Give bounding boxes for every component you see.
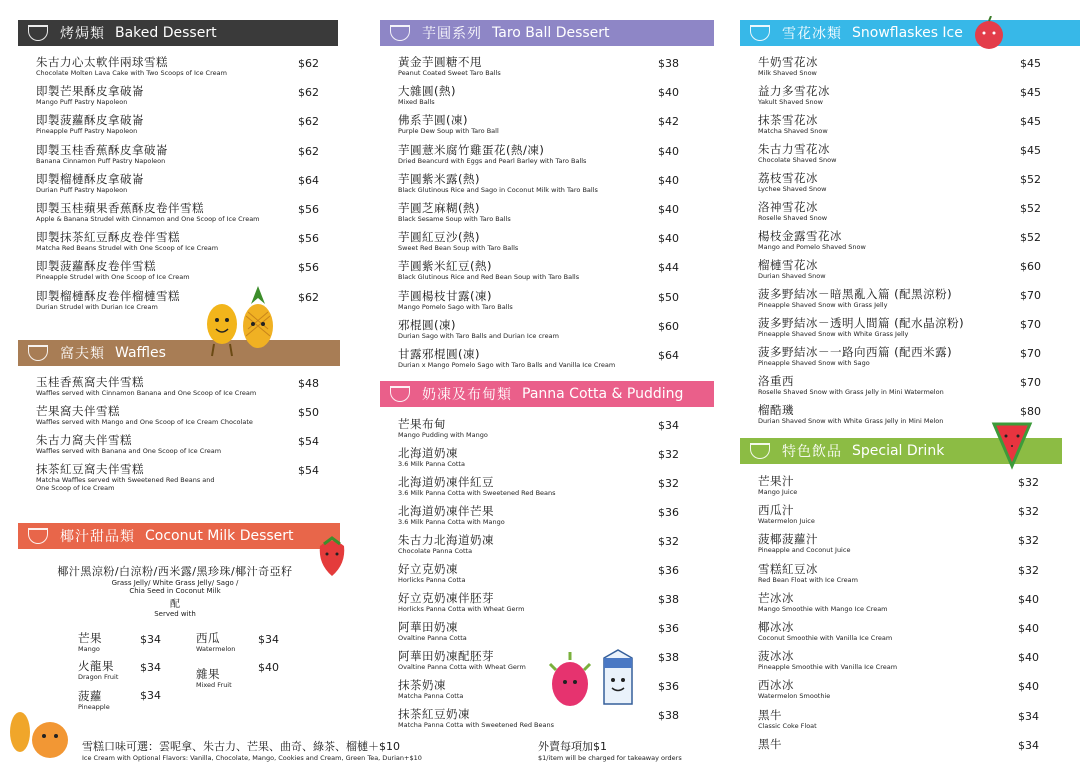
item-name-en: Pineapple Strudel with One Scoop of Ice Cream: [36, 273, 190, 282]
menu-item: [758, 346, 952, 367]
item-name-zh: 即製菠蘿酥皮卷伴雪糕: [36, 259, 156, 274]
item-name-en: Pineapple Shaved Snow with Grass Jelly: [758, 301, 888, 309]
takeaway-note-en: $1/item will be charged for takeaway orders: [538, 754, 682, 762]
section-title-en: Waffles: [115, 345, 166, 361]
bowl-icon: [28, 25, 48, 41]
item-name-zh: 芋圓紅豆沙(熱): [398, 230, 480, 245]
item-name-zh: 榴槤雪花冰: [758, 258, 818, 272]
item-name-en: Matcha Panna Cotta: [398, 692, 464, 700]
item-price: $60: [658, 319, 679, 333]
menu-item: [36, 434, 221, 455]
bowl-icon: [390, 386, 410, 402]
item-price: $56: [298, 261, 319, 275]
dessert-mascot-icon: [6, 702, 76, 764]
menu-item: [398, 56, 501, 77]
item-price: $40: [658, 232, 679, 246]
item-price: $70: [1020, 318, 1041, 331]
coconut-option: [78, 632, 102, 653]
item-name-en: Durian Shaved Snow: [758, 272, 826, 280]
section-title-zh: 特色飲品: [782, 444, 842, 460]
takeaway-note: [538, 738, 682, 762]
menu-item: [36, 463, 215, 492]
item-price: $40: [658, 144, 679, 158]
item-name-zh: 西冰冰: [758, 678, 794, 693]
menu-item: [758, 259, 826, 280]
item-name-zh: 好立克奶凍伴胚芽: [398, 591, 494, 605]
item-name-en: Milk Shaved Snow: [758, 69, 817, 77]
section-title-zh: 烤焗類: [60, 26, 105, 42]
item-price: $36: [658, 680, 679, 693]
menu-item: [758, 533, 850, 554]
section-title-en: Coconut Milk Dessert: [145, 528, 294, 544]
item-name-zh: 荔枝雪花冰: [758, 171, 818, 185]
pineapple-mascot-icon: [236, 284, 282, 360]
item-name-zh: 黃金芋圓糖不甩: [398, 55, 482, 69]
coconut-intro-en2: Chia Seed in Coconut Milk: [129, 587, 221, 595]
section-title-zh: 奶凍及布甸類: [422, 387, 512, 403]
item-name-zh: 菠椰菠蘿汁: [758, 532, 818, 547]
menu-item: [758, 404, 943, 425]
menu-item: [398, 650, 526, 671]
item-name-en: Apple & Banana Strudel with Cinnamon and One Scoop of Ice Cream: [36, 215, 260, 223]
item-name-zh: 北海道奶凍伴芒果: [398, 504, 494, 518]
ice-cream-note: [82, 738, 422, 762]
menu-item: [758, 621, 892, 642]
item-name-zh: 芋圓紫米紅豆(熱): [398, 259, 492, 274]
item-name-en: Black Glutinous Rice and Sago in Coconut Milk with Taro Balls: [398, 185, 598, 194]
item-name-zh: 抹茶紅豆奶凍: [398, 707, 470, 721]
item-price: $32: [1018, 563, 1039, 577]
item-name-en: Mixed Balls: [398, 98, 435, 107]
item-name-zh: 抹茶雪花冰: [758, 113, 818, 127]
option-name-zh: 火龍果: [78, 659, 114, 673]
item-name-en: 3.6 Milk Panna Cotta with Mango: [398, 518, 505, 526]
item-name-en: 3.6 Milk Panna Cotta: [398, 460, 465, 468]
menu-item: [398, 260, 579, 281]
item-price: $36: [658, 622, 679, 635]
menu-item: [398, 85, 456, 106]
coconut-option: [196, 632, 235, 653]
item-name-en: Durian x Mango Pomelo Sago with Taro Balls and Vanilla Ice Cream: [398, 361, 616, 369]
item-name-en-2: One Scoop of Ice Cream: [36, 484, 115, 492]
item-name-en: Matcha Waffles served with Sweetened Red Beans and: [36, 476, 215, 484]
item-price: $40: [1018, 651, 1039, 665]
menu-item: [36, 231, 218, 252]
item-price: $40: [1018, 622, 1039, 635]
menu-item: [758, 143, 836, 164]
item-name-zh: 西瓜汁: [758, 503, 794, 518]
item-name-zh: 椰冰冰: [758, 620, 794, 634]
item-name-zh: 益力多雪花冰: [758, 84, 830, 98]
item-name-zh: 楊枝金露雪花冰: [758, 229, 842, 243]
item-name-en: Matcha Red Beans Strudel with One Scoop of Ice Cream: [36, 244, 219, 253]
menu-item: [758, 56, 818, 77]
item-name-en: Waffles served with Cinnamon Banana and One Scoop of Ice Cream: [36, 389, 257, 397]
section-title-zh: 椰汁甜品類: [60, 529, 135, 545]
menu-item: [398, 114, 499, 135]
coconut-intro-zh: 椰汁黑涼粉/白涼粉/西米露/黑珍珠/椰汁奇亞籽: [57, 565, 293, 578]
item-price: $40: [1018, 680, 1039, 694]
item-name-en: Yakult Shaved Snow: [758, 98, 823, 106]
menu-item: [398, 319, 559, 340]
item-name-en: Watermelon Smoothie: [758, 692, 831, 701]
item-name-zh: 芋圓薏米腐竹雞蛋花(熱/凍): [398, 142, 545, 157]
section-title-zh: 芋圓系列: [422, 26, 482, 42]
option-price: $34: [140, 633, 161, 646]
item-name-zh: 菠多野結冰－透明人間篇 (配水晶涼粉): [758, 316, 965, 330]
menu-item: [36, 376, 256, 397]
option-name-zh: 芒果: [78, 631, 102, 645]
item-price: $80: [1020, 405, 1041, 418]
item-name-en: Pineapple Shaved Snow with Sago: [758, 359, 870, 367]
item-name-zh: 芒果汁: [758, 474, 794, 488]
section-title-en: Snowflaskes Ice: [852, 25, 963, 41]
item-name-zh: 朱古力雪花冰: [758, 142, 830, 156]
menu-item: [398, 290, 513, 311]
item-price: $50: [658, 290, 679, 304]
item-price: $56: [298, 203, 319, 216]
lychee-mascot-icon: [972, 16, 1006, 52]
option-name-zh: 菠蘿: [78, 689, 102, 703]
item-price: $54: [298, 435, 319, 448]
menu-item: [398, 592, 524, 613]
item-name-zh: 好立克奶凍: [398, 562, 458, 576]
item-name-en: Dried Beancurd with Eggs and Pearl Barley with Taro Balls: [398, 156, 587, 165]
item-name-zh: 洛神雪花冰: [758, 200, 818, 214]
item-name-en: Horlicks Panna Cotta with Wheat Germ: [398, 605, 525, 613]
section-header-panna: [380, 381, 714, 407]
item-name-en: Ovaltine Panna Cotta with Wheat Germ: [398, 663, 526, 671]
item-price: $38: [658, 651, 679, 664]
item-name-en: Mango Smoothie with Mango Ice Cream: [758, 604, 888, 613]
item-price: $32: [1018, 534, 1039, 548]
option-price: $34: [140, 661, 161, 674]
item-name-en: Mango Puff Pastry Napoleon: [36, 98, 128, 107]
menu-item: [758, 85, 830, 106]
item-price: $32: [658, 448, 679, 461]
item-price: $40: [658, 203, 679, 216]
menu-item: [758, 288, 952, 309]
option-name-en: Pineapple: [78, 703, 110, 711]
menu-item: [398, 708, 554, 729]
item-name-en: Black Sesame Soup with Taro Balls: [398, 215, 511, 223]
item-name-en: Mango Juice: [758, 488, 798, 496]
menu-item: [36, 144, 168, 165]
menu-item: [36, 114, 144, 135]
menu-item: [36, 85, 144, 106]
item-name-en: Peanut Coated Sweet Taro Balls: [398, 69, 501, 77]
item-price: $45: [1020, 57, 1041, 70]
item-name-zh: 玉桂香蕉窩夫伴雪糕: [36, 375, 144, 389]
option-name-en: Watermelon: [196, 645, 236, 653]
item-price: $32: [1018, 476, 1039, 489]
item-name-en: Mango Pomelo Sago with Taro Balls: [398, 302, 513, 311]
coconut-option: [78, 660, 118, 681]
bowl-icon: [28, 528, 48, 544]
item-price: $32: [1018, 505, 1039, 519]
item-price: $62: [298, 86, 319, 100]
item-name-en: Lychee Shaved Snow: [758, 185, 827, 193]
item-price: $54: [298, 464, 319, 477]
item-price: $48: [298, 377, 319, 390]
coconut-with-en: Served with: [154, 610, 196, 618]
ice-cream-note-en: Ice Cream with Optional Flavors: Vanilla, Chocolate, Mango, Cookies and Cream, Green Tea, Durian+$10: [82, 754, 422, 762]
item-name-en: Waffles served with Mango and One Scoop of Ice Cream Chocolate: [36, 418, 253, 426]
item-name-zh: 阿華田奶凍配胚芽: [398, 649, 494, 663]
takeaway-note-zh: 外賣每項加$1: [538, 740, 607, 753]
menu-item: [758, 738, 782, 751]
item-name-zh: 即製抹茶紅豆酥皮卷伴雪糕: [36, 230, 180, 245]
item-name-en: Red Bean Float with Ice Cream: [758, 575, 858, 584]
item-name-en: Roselle Shaved Snow: [758, 214, 828, 222]
section-title-en: Taro Ball Dessert: [492, 25, 610, 41]
item-name-en: Pineapple Smoothie with Vanilla Ice Cream: [758, 663, 898, 672]
item-name-en: Pineapple Puff Pastry Napoleon: [36, 127, 138, 136]
item-price: $32: [658, 535, 679, 548]
item-name-en: Pineapple Shaved Snow with White Grass Jelly: [758, 330, 909, 338]
item-name-en: Matcha Panna Cotta with Sweetened Red Beans: [398, 721, 554, 729]
section-title-en: Special Drink: [852, 443, 945, 459]
item-name-en: Durian Puff Pastry Napoleon: [36, 185, 128, 194]
item-name-en: Sweet Red Bean Soup with Taro Balls: [398, 244, 519, 253]
item-name-zh: 菠多野結冰－暗黑亂入篇 (配黑涼粉): [758, 287, 953, 301]
item-price: $45: [1020, 86, 1041, 99]
menu-item: [36, 173, 144, 194]
item-name-en: Roselle Shaved Snow with Grass Jelly in Mini Watermelon: [758, 388, 944, 396]
menu-item: [758, 679, 830, 700]
item-name-en: Purple Dew Soup with Taro Ball: [398, 127, 499, 136]
item-name-zh: 即製榴槤酥皮拿破崙: [36, 171, 144, 186]
menu-item: [398, 447, 465, 468]
menu-item: [36, 405, 253, 426]
section-title-zh: 窩夫類: [60, 346, 105, 362]
item-price: $64: [658, 349, 679, 362]
menu-item: [36, 56, 227, 77]
item-price: $38: [658, 593, 679, 606]
item-name-zh: 洛重西: [758, 374, 794, 388]
item-name-en: Chocolate Shaved Snow: [758, 156, 837, 164]
item-price: $52: [1020, 231, 1041, 244]
item-name-en: Mango and Pomelo Shaved Snow: [758, 243, 866, 251]
item-name-en: Matcha Shaved Snow: [758, 127, 828, 135]
item-price: $42: [658, 115, 679, 129]
item-price: $38: [658, 709, 679, 722]
menu-item: [758, 592, 888, 613]
item-price: $45: [1020, 115, 1041, 128]
item-name-en: Chocolate Molten Lava Cake with Two Scoops of Ice Cream: [36, 69, 227, 77]
item-price: $44: [658, 261, 679, 275]
coconut-intro-en1: Grass Jelly/ White Grass Jelly/ Sago /: [111, 579, 239, 587]
item-name-zh: 黑牛: [758, 736, 782, 751]
menu-item: [758, 650, 897, 671]
menu-item: [36, 260, 190, 281]
coconut-option: [196, 668, 232, 689]
item-name-zh: 芋圓紫米露(熱): [398, 171, 480, 186]
menu-item: [398, 231, 518, 252]
item-name-en: Black Glutinous Rice and Red Bean Soup with Taro Balls: [398, 273, 580, 282]
item-price: $70: [1020, 376, 1041, 389]
coconut-intro: [20, 563, 330, 618]
item-name-en: Pineapple and Coconut Juice: [758, 546, 851, 555]
item-name-en: Banana Cinnamon Puff Pastry Napoleon: [36, 156, 166, 165]
menu-item: [398, 202, 511, 223]
item-price: $45: [1020, 144, 1041, 157]
item-price: $50: [298, 406, 319, 419]
item-name-zh: 牛奶雪花冰: [758, 55, 818, 69]
item-price: $38: [658, 57, 679, 70]
menu-item: [758, 114, 828, 135]
item-name-zh: 抹茶紅豆窩夫伴雪糕: [36, 462, 144, 476]
menu-item: [398, 476, 556, 497]
item-name-zh: 北海道奶凍伴紅豆: [398, 475, 494, 489]
option-name-en: Mixed Fruit: [196, 681, 232, 689]
item-price: $70: [1020, 289, 1041, 302]
item-name-zh: 朱古力窩夫伴雪糕: [36, 433, 132, 447]
menu-item: [398, 144, 586, 165]
item-name-zh: 芒冰冰: [758, 590, 794, 605]
item-name-en: Coconut Smoothie with Vanilla Ice Cream: [758, 634, 893, 642]
item-name-zh: 即製菠蘿酥皮拿破崙: [36, 113, 144, 128]
menu-item: [398, 563, 465, 584]
menu-item: [758, 709, 817, 730]
item-price: $56: [298, 232, 319, 246]
option-name-en: Mango: [78, 645, 100, 653]
item-name-zh: 即製玉桂香蕉酥皮拿破崙: [36, 142, 168, 157]
menu-item: [398, 173, 598, 194]
bowl-icon: [390, 25, 410, 41]
section-title-en: Baked Dessert: [115, 25, 217, 41]
coconut-with-zh: 配: [170, 599, 180, 610]
section-header-waffles: [18, 340, 340, 366]
menu-item: [758, 563, 858, 584]
item-name-zh: 芋圓楊枝甘露(凍): [398, 288, 492, 303]
item-name-zh: 雪糕紅豆冰: [758, 561, 818, 576]
item-price: $62: [298, 115, 319, 129]
menu-item: [398, 348, 615, 369]
section-header-coconut: [18, 523, 340, 549]
coconut-option: [78, 690, 110, 711]
menu-item: [398, 534, 494, 555]
item-price: $64: [298, 173, 319, 187]
item-name-zh: 黑牛: [758, 707, 782, 722]
option-name-en: Dragon Fruit: [78, 673, 119, 681]
item-name-zh: 即製芒果酥皮拿破崙: [36, 84, 144, 99]
item-price: $32: [658, 477, 679, 490]
item-price: $52: [1020, 173, 1041, 186]
item-price: $60: [1020, 260, 1041, 273]
item-price: $62: [298, 57, 319, 70]
item-price: $52: [1020, 202, 1041, 215]
item-name-zh: 菠多野結冰－一路向西篇 (配西米露): [758, 345, 953, 359]
item-name-zh: 邪棍圓(凍): [398, 317, 456, 332]
item-name-en: Horlicks Panna Cotta: [398, 576, 466, 584]
milk-carton-mascot-icon: [598, 648, 638, 710]
menu-item: [398, 418, 488, 439]
item-name-zh: 芋圓芝麻糊(熱): [398, 201, 480, 215]
menu-item: [758, 475, 797, 496]
item-name-en: Chocolate Panna Cotta: [398, 547, 473, 555]
item-name-en: Watermelon Juice: [758, 517, 815, 526]
menu-item: [758, 230, 866, 251]
menu-item: [758, 375, 944, 396]
option-price: $34: [140, 689, 161, 702]
menu-item: [398, 505, 505, 526]
menu-item: [36, 202, 260, 223]
bowl-icon: [750, 25, 770, 41]
watermelon-mascot-icon: [990, 418, 1034, 470]
bowl-icon: [750, 443, 770, 459]
item-name-zh: 朱古力心太軟伴兩球雪糕: [36, 55, 168, 69]
item-price: $36: [658, 564, 679, 577]
item-price: $40: [658, 173, 679, 187]
item-name-en: Waffles served with Banana and One Scoop of Ice Cream: [36, 447, 222, 455]
item-price: $34: [1018, 738, 1039, 752]
option-price: $34: [258, 633, 279, 646]
item-name-zh: 即製榴槤酥皮卷伴榴槤雪糕: [36, 288, 180, 303]
option-name-zh: 雜果: [196, 667, 220, 681]
item-name-zh: 抹茶奶凍: [398, 678, 446, 692]
item-name-zh: 阿華田奶凍: [398, 620, 458, 634]
section-header-snow: [740, 20, 1080, 46]
menu-item: [758, 317, 964, 338]
section-header-baked: [18, 20, 338, 46]
menu-item: [758, 172, 826, 193]
item-price: $62: [298, 290, 319, 304]
item-price: $62: [298, 144, 319, 158]
item-price: $40: [658, 86, 679, 100]
menu-item: [398, 679, 463, 700]
menu-item: [758, 504, 815, 525]
item-price: $36: [658, 506, 679, 519]
item-name-zh: 大雜圓(熱): [398, 84, 456, 99]
item-name-en: Durian Shaved Snow with White Grass Jelly in Mini Melon: [758, 417, 944, 425]
strawberry-mascot-icon: [312, 534, 352, 578]
item-name-en: 3.6 Milk Panna Cotta with Sweetened Red Beans: [398, 489, 556, 497]
item-name-zh: 榴酷璣: [758, 403, 794, 417]
item-name-en: Ovaltine Panna Cotta: [398, 634, 467, 642]
item-price: $40: [1018, 592, 1039, 606]
item-name-zh: 北海道奶凍: [398, 446, 458, 460]
menu-item: [36, 290, 180, 311]
item-price: $34: [1018, 709, 1039, 723]
item-name-zh: 即製玉桂蘋果香蕉酥皮卷伴雪糕: [36, 201, 204, 215]
section-title-en: Panna Cotta & Pudding: [522, 386, 684, 402]
item-price: $70: [1020, 347, 1041, 360]
section-header-taro: [380, 20, 714, 46]
item-name-en: Mango Pudding with Mango: [398, 431, 488, 439]
menu-item: [758, 201, 827, 222]
item-name-en: Classic Coke Float: [758, 721, 817, 730]
item-name-zh: 佛系芋圓(凍): [398, 113, 468, 128]
item-name-en: Durian Sago with Taro Balls and Durian Ice cream: [398, 331, 559, 340]
item-name-zh: 朱古力北海道奶凍: [398, 533, 494, 547]
section-title-zh: 雪花冰類: [782, 26, 842, 42]
item-name-zh: 甘露邪棍圓(凍): [398, 347, 480, 361]
menu-item: [398, 621, 467, 642]
item-name-zh: 菠冰冰: [758, 649, 794, 664]
item-name-zh: 芒果窩夫伴雪糕: [36, 404, 120, 418]
item-name-en: Durian Strudel with Durian Ice Cream: [36, 302, 158, 311]
ice-cream-note-zh: 雪糕口味可選：雲呢拿、朱古力、芒果、曲奇、綠茶、榴槤＋$10: [82, 740, 400, 753]
bowl-icon: [28, 345, 48, 361]
item-name-zh: 芒果布甸: [398, 417, 446, 431]
item-price: $34: [658, 419, 679, 432]
option-name-zh: 西瓜: [196, 631, 220, 645]
option-price: $40: [258, 661, 279, 674]
